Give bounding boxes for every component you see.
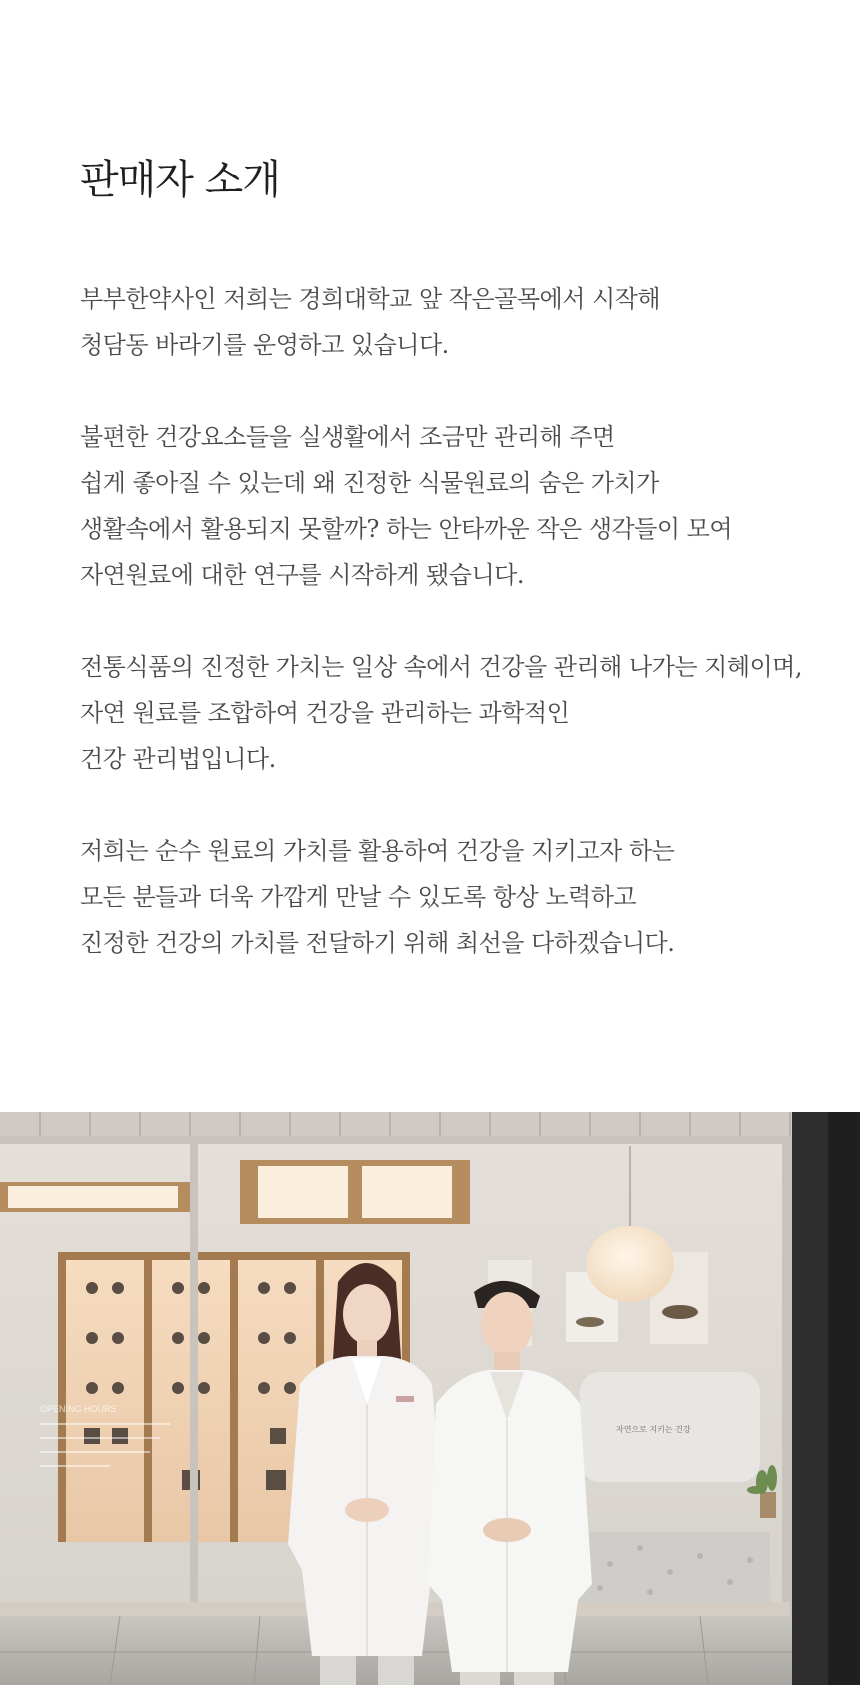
window-hours-title: OPENING HOURS	[40, 1404, 117, 1414]
window-poster-caption: 자연으로 지키는 건강	[616, 1425, 691, 1434]
intro-paragraph-2	[80, 414, 800, 598]
seller-intro-section	[80, 150, 800, 1012]
text-line: 진정한 건강의 가치를 전달하기 위해 최선을 다하겠습니다.	[80, 929, 675, 957]
text-line: 전통식품의 진정한 가치는 일상 속에서 건강을 관리해 나가는 지혜이며,	[80, 653, 802, 681]
text-line: 자연원료에 대한 연구를 시작하게 됐습니다.	[80, 561, 524, 589]
storefront-illustration	[0, 1112, 860, 1685]
text-line: 불편한 건강요소들을 실생활에서 조금만 관리해 주면	[80, 423, 615, 451]
text-line: 모든 분들과 더욱 가깝게 만날 수 있도록 항상 노력하고	[80, 883, 637, 911]
text-line: 저희는 순수 원료의 가치를 활용하여 건강을 지키고자 하는	[80, 837, 675, 865]
text-line: 건강 관리법입니다.	[80, 745, 276, 773]
text-line: 쉽게 좋아질 수 있는데 왜 진정한 식물원료의 숨은 가치가	[80, 469, 659, 497]
intro-text	[80, 276, 800, 966]
intro-paragraph-3	[80, 644, 800, 782]
storefront-photo	[0, 1112, 860, 1685]
intro-paragraph-1	[80, 276, 800, 368]
text-line: 생활속에서 활용되지 못할까? 하는 안타까운 작은 생각들이 모여	[80, 515, 733, 543]
text-line: 청담동 바라기를 운영하고 있습니다.	[80, 331, 449, 359]
text-line: 자연 원료를 조합하여 건강을 관리하는 과학적인	[80, 699, 570, 727]
page-title: 판매자 소개	[80, 157, 280, 203]
text-line: 부부한약사인 저희는 경희대학교 앞 작은골목에서 시작해	[80, 285, 661, 313]
intro-paragraph-4	[80, 828, 800, 966]
